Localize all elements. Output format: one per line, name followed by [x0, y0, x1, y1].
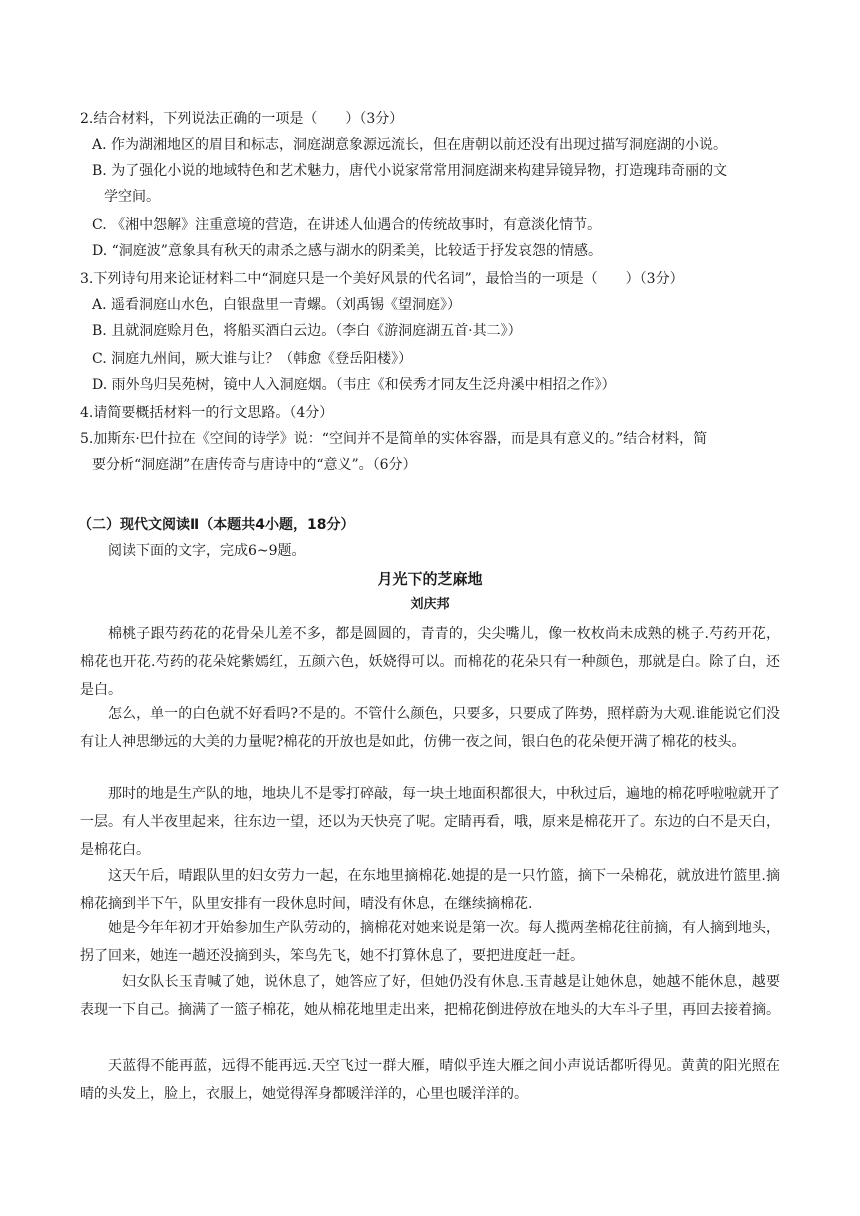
section-header: （二）现代文阅读Ⅱ（本题共4小题，18分） — [78, 517, 355, 533]
article-paragraph: 天蓝得不能再蓝，远得不能再远.天空飞过一群大雁，晴似乎连大雁之间小声说话都听得见。黄黄的阳光照在晴的头发上，脸上，衣服上，她觉得浑身都暖洋洋的，心里也暖洋洋的。 — [80, 1058, 780, 1102]
question-3-option-a: A. 遥看洞庭山水色，白银盘里一青螺。（刘禹锡《望洞庭》） — [92, 297, 462, 313]
section-intro: 阅读下面的文字，完成6~9题。 — [108, 543, 306, 559]
article-paragraph: 那时的地是生产队的地，地块儿不是零打碎敲，每一块土地面积都很大，中秋过后，遍地的棉花呼啦啦就开了一层。有人半夜里起来，往东边一望，还以为天快亮了呢。定睛再看，哦，原来是棉花开了。东边的白不是天白，是棉花白。 — [80, 786, 780, 858]
question-3-stem: 3.下列诗句用来论证材料二中“洞庭只是一个美好风景的代名词”，最恰当的一项是（ ）（3分） — [80, 271, 684, 287]
question-3-option-d: D. 雨外鸟归吴苑树，镜中人入洞庭烟。（韦庄《和侯秀才同友生泛舟溪中相招之作》） — [92, 377, 616, 393]
question-2-option-a: A. 作为湖湘地区的眉目和标志，洞庭湖意象源远流长，但在唐朝以前还没有出现过描写洞庭湖的小说。 — [92, 137, 728, 153]
article-author: 刘庆邦 — [410, 597, 450, 612]
question-2-option-b-continued: 学空间。 — [104, 189, 160, 205]
question-2-option-b: B. 为了强化小说的地域特色和艺术魅力，唐代小说家常常用洞庭湖来构建异镜异物，打造瑰玮奇丽的文 — [92, 163, 728, 179]
article-paragraph: 棉桃子跟芍药花的花骨朵儿差不多，都是圆圆的，青青的，尖尖嘴儿，像一枚枚尚未成熟的桃子.芍药开花，棉花也开花.芍药的花朵姹紫嫣红，五颜六色，妖娆得可以。而棉花的花朵只有一种颜色，那就是白。除了白，还是白。 — [80, 626, 780, 698]
article-title: 月光下的芝麻地 — [377, 570, 483, 588]
article-paragraph: 妇女队长玉青喊了她，说休息了，她答应了好，但她仍没有休息.玉青越是让她休息，她越不能休息，越要表现一下自己。摘满了一篮子棉花，她从棉花地里走出来，把棉花倒进停放在地头的大车斗子里，再回去接着摘。 — [80, 974, 780, 1018]
question-3-option-c: C. 洞庭九州间，厥大谁与让？（韩愈《登岳阳楼》） — [92, 351, 413, 367]
question-2-option-d: D. “洞庭波”意象具有秋天的肃杀之感与湖水的阴柔美，比较适于抒发哀怨的情感。 — [92, 243, 602, 259]
article-paragraph: 她是今年年初才开始参加生产队劳动的，摘棉花对她来说是第一次。每人揽两垄棉花往前摘，有人摘到地头，拐了回来，她连一趟还没摘到头，笨鸟先飞，她不打算休息了，要把进度赶一赶。 — [80, 920, 780, 964]
question-5-continued: 要分析“洞庭湖”在唐传奇与唐诗中的“意义”。（6分） — [92, 457, 417, 473]
article-paragraph: 这天午后，晴跟队里的妇女劳力一起，在东地里摘棉花.她提的是一只竹篮，摘下一朵棉花，就放进竹篮里.摘棉花摘到半下午，队里安排有一段休息时间，晴没有休息，在继续摘棉花. — [80, 868, 780, 912]
question-2-stem: 2.结合材料，下列说法正确的一项是（ ）（3分） — [80, 111, 404, 127]
article-paragraph: 怎么，单一的白色就不好看吗?不是的。不管什么颜色，只要多，只要成了阵势，照样蔚为大观.谁能说它们没有让人神思缈远的大美的力量呢?棉花的开放也是如此，仿佛一夜之间，银白色的花朵便开满了棉花的枝头。 — [80, 706, 780, 750]
question-4: 4.请简要概括材料一的行文思路。（4分） — [80, 405, 334, 421]
question-5: 5.加斯东·巴什拉在《空间的诗学》说：“空间并不是简单的实体容器，而是具有意义的。”结合材料，简 — [80, 431, 708, 447]
question-3-option-b: B. 且就洞庭赊月色，将船买酒白云边。（李白《游洞庭湖五首·其二》） — [92, 323, 522, 339]
question-2-option-c: C. 《湘中怨解》注重意境的营造，在讲述人仙遇合的传统故事时，有意淡化情节。 — [92, 217, 602, 233]
